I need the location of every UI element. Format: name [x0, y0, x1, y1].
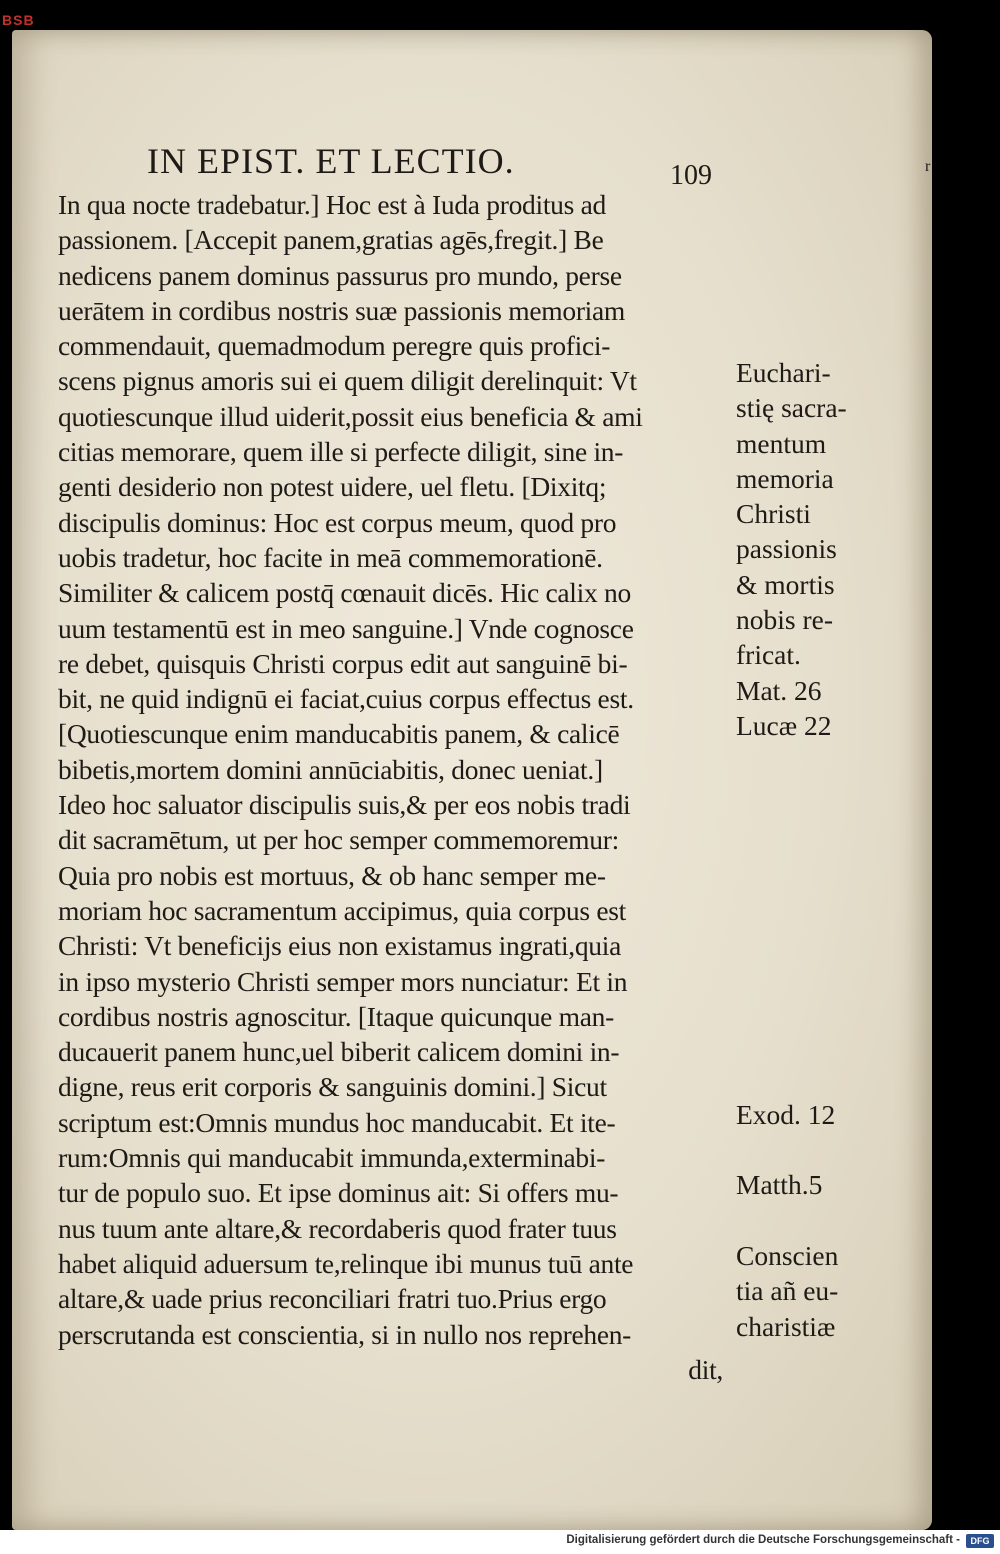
- text-line: Christi: Vt beneficijs eius non existamus ingrati,quia: [58, 930, 622, 962]
- margin-note-line: memoria: [736, 462, 834, 494]
- text-line: quotiescunque illud uiderit,possit eius beneficia & ami: [58, 400, 643, 432]
- text-line: scriptum est:Omnis mundus hoc manducabit. Et ite-: [58, 1106, 616, 1138]
- margin-note-ref-exodus: [736, 1097, 835, 1132]
- text-line: uum testamentū est in meo sanguine.] Vnde cognosce: [58, 612, 634, 644]
- margin-note-line: stię sacra-: [736, 392, 847, 424]
- text-line: scens pignus amoris sui ei quem diligit derelinquit: Vt: [58, 365, 637, 397]
- text-line: [Quotiescunque enim manducabitis panem, & calicē: [58, 718, 620, 750]
- margin-note-line: Lucæ 22: [736, 710, 832, 742]
- text-line: cordibus nostris agnoscitur. [Itaque quicunque man-: [58, 1000, 614, 1032]
- margin-note-line: passionis: [736, 533, 837, 565]
- text-line: bibetis,mortem domini annūciabitis, donec ueniat.]: [58, 753, 603, 785]
- text-line: tur de populo suo. Et ipse dominus ait: Si offers mu-: [58, 1177, 619, 1209]
- text-line: citias memorare, quem ille si perfecte diligit, sine in-: [58, 436, 624, 468]
- text-line: re debet, quisquis Christi corpus edit aut sanguinē bi-: [58, 647, 628, 679]
- text-line: commendauit, quemadmodum peregre quis profici-: [58, 330, 611, 362]
- dfg-logo: DFG: [966, 1534, 994, 1548]
- margin-note-refs-matthew-luke: [736, 673, 831, 744]
- book-page: [12, 30, 932, 1530]
- text-line: nus tuum ante altare,& recordaberis quod frater tuus: [58, 1212, 617, 1244]
- text-line: discipulis dominus: Hoc est corpus meum, quod pro: [58, 506, 617, 538]
- corner-mark: r: [925, 158, 931, 175]
- text-line: dit sacramētum, ut per hoc semper commemoremur:: [58, 824, 619, 856]
- text-line: Quia pro nobis est mortuus, & ob hanc semper me-: [58, 859, 606, 891]
- text-line: rum:Omnis qui manducabit immunda,exterminabi-: [58, 1142, 606, 1174]
- text-line: In qua nocte tradebatur.] Hoc est à Iuda proditus ad: [58, 189, 606, 220]
- running-head: IN EPIST. ET LECTIO.: [147, 141, 515, 181]
- text-line: nedicens panem dominus passurus pro mundo, perse: [58, 259, 622, 291]
- text-line: uobis tradetur, hoc facite in meā commemorationē.: [58, 541, 603, 573]
- margin-note-line: Mat. 26: [736, 675, 822, 706]
- margin-note-line: nobis re-: [736, 604, 833, 636]
- text-line: perscrutanda est conscientia, si in nullo nos reprehen-: [58, 1318, 632, 1350]
- library-mark: BSB: [2, 12, 35, 28]
- text-line: Similiter & calicem postq̄ cœnauit dicēs. Hic calix no: [58, 577, 631, 609]
- text-line: digne, reus erit corporis & sanguinis domini.] Sicut: [58, 1071, 607, 1103]
- margin-note-line: Conscien: [736, 1240, 839, 1271]
- text-line: genti desiderio non potest uidere, uel fletu. [Dixitq;: [58, 471, 607, 503]
- margin-note-conscientia: [736, 1238, 838, 1344]
- footer-text: Digitalisierung gefördert durch die Deutsche Forschungsgemeinschaft -: [566, 1534, 960, 1546]
- text-line: passionem. [Accepit panem,gratias agēs,fregit.] Be: [58, 224, 604, 256]
- body-text: [58, 187, 723, 1387]
- margin-note-line: Matth.5: [736, 1169, 823, 1200]
- page-number: 109: [670, 160, 712, 191]
- margin-note-line: fricat.: [736, 639, 801, 671]
- text-line: habet aliquid aduersum te,relinque ibi munus tuū ante: [58, 1247, 634, 1279]
- margin-note-line: mentum: [736, 427, 827, 459]
- text-line: Ideo hoc saluator discipulis suis,& per eos nobis tradi: [58, 789, 631, 821]
- text-line: moriam hoc sacramentum accipimus, quia corpus est: [58, 894, 626, 926]
- text-line: uerātem in cordibus nostris suæ passionis memoriam: [58, 294, 626, 326]
- text-line: in ipso mysterio Christi semper mors nunciatur: Et in: [58, 965, 628, 997]
- margin-note-line: tia añ eu-: [736, 1275, 839, 1307]
- margin-note-line: charistiæ: [736, 1310, 836, 1342]
- footer-bar: [0, 1530, 1000, 1554]
- margin-note-line: Christi: [736, 498, 811, 530]
- margin-note-line: & mortis: [736, 568, 835, 600]
- text-line: ducauerit panem hunc,uel biberit calicem domini in-: [58, 1036, 620, 1068]
- text-line: altare,& uade prius reconciliari fratri tuo.Prius ergo: [58, 1283, 607, 1315]
- margin-note-eucharistia: [736, 355, 847, 673]
- text-line: bit, ne quid indignū ei faciat,cuius corpus effectus est.: [58, 683, 634, 715]
- margin-note-ref-matthew: [736, 1167, 822, 1202]
- margin-note-line: Exod. 12: [736, 1099, 836, 1130]
- catchword: dit,: [688, 1353, 723, 1385]
- margin-note-line: Euchari-: [736, 357, 831, 388]
